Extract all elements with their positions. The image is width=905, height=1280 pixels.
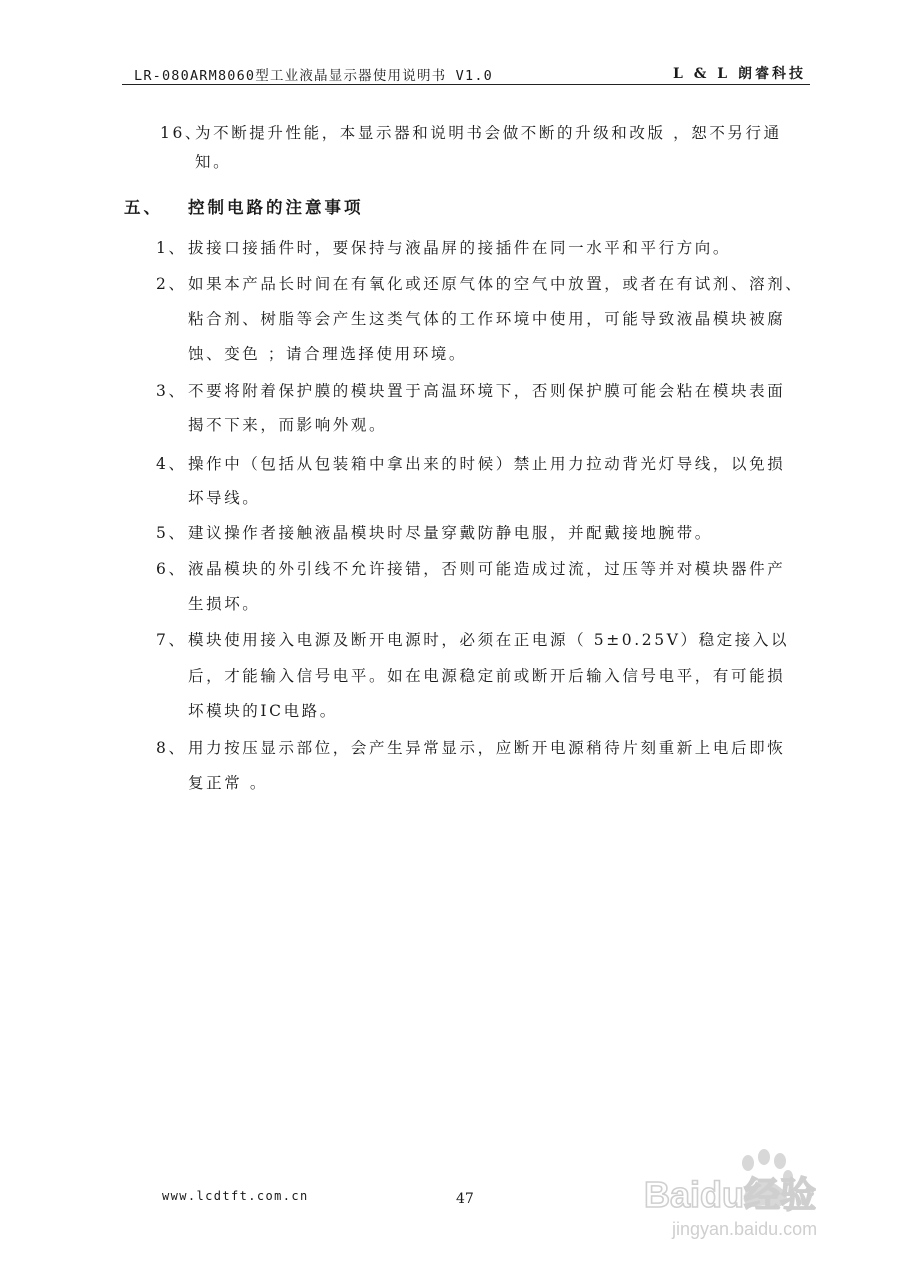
item-line: 粘合剂、树脂等会产生这类气体的工作环境中使用，可能导致液晶模块被腐 [188,310,786,328]
section-title: 控制电路的注意事项 [188,198,364,217]
item-number: 1、 [156,239,187,257]
item-line: 知。 [195,153,232,171]
item-number: 6、 [156,560,187,578]
item-line: 用力按压显示部位，会产生异常显示，应断开电源稍待片刻重新上电后即恢 [188,739,786,757]
item-line: 为不断提升性能，本显示器和说明书会做不断的升级和改版 ，恕不另行通 [195,124,782,142]
item-line: 蚀、变色 ；请合理选择使用环境。 [188,345,468,363]
item-number: 7、 [156,631,187,649]
watermark-brand: Baidu经验 [644,1174,817,1215]
item-number: 8、 [156,739,187,757]
item-line: 揭不下来，而影响外观。 [188,416,388,434]
company-name: L & L 朗睿科技 [673,66,806,82]
item-line: 坏模块的IC电路。 [188,702,338,720]
item-line: 液晶模块的外引线不允许接错，否则可能造成过流，过压等并对模块器件产 [188,560,786,578]
item-number: 4、 [156,455,187,473]
watermark-url: jingyan.baidu.com [672,1219,818,1239]
item-line: 如果本产品长时间在有氧化或还原气体的空气中放置，或者在有试剂、溶剂、 [188,275,804,293]
item-line: 坏导线。 [188,489,261,507]
section-number: 五、 [124,198,163,217]
document-title: LR-080ARM8060型工业液晶显示器使用说明书 V1.0 [134,68,493,84]
item-line: 操作中（包括从包装箱中拿出来的时候）禁止用力拉动背光灯导线，以免损 [188,455,786,473]
item-number: 3、 [156,382,187,400]
item-number: 2、 [156,275,187,293]
item-line: 拔接口接插件时，要保持与液晶屏的接插件在同一水平和平行方向。 [188,239,732,257]
item-line: 模块使用接入电源及断开电源时，必须在正电源（ 5±0.25V）稳定接入以 [188,631,790,649]
item-line: 生损坏。 [188,595,261,613]
item-line: 不要将附着保护膜的模块置于高温环境下，否则保护膜可能会粘在模块表面 [188,382,786,400]
item-number: 16、 [160,124,204,142]
page-number: 47 [456,1191,474,1207]
baidu-jingyan-watermark [640,1145,860,1245]
item-number: 5、 [156,524,187,542]
item-line: 复正常 。 [188,774,268,792]
page-header [122,62,810,85]
footer-url: www.lcdtft.com.cn [162,1189,309,1203]
item-line: 后，才能输入信号电平。如在电源稳定前或断开后输入信号电平，有可能损 [188,667,786,685]
item-line: 建议操作者接触液晶模块时尽量穿戴防静电服，并配戴接地腕带。 [188,524,713,542]
